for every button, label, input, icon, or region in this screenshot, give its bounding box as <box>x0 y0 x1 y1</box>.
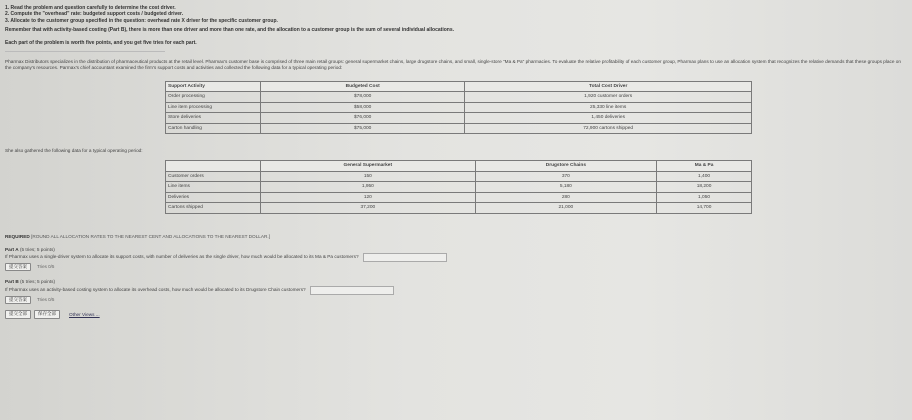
part-a-meta: (5 tries; 5 points) <box>19 246 55 252</box>
driver-cell: 1,920 customer orders <box>465 92 752 103</box>
part-b-answer-input[interactable] <box>310 286 394 295</box>
column-header: Ma & Pa <box>657 161 752 172</box>
required-label: REQUIRED <box>5 233 30 239</box>
value-cell: 1,950 <box>261 182 476 193</box>
driver-cell: 72,900 cartons shipped <box>465 123 752 134</box>
part-a <box>5 247 906 272</box>
table-row <box>166 113 752 124</box>
instruction-step-3: 3. Allocate to the customer group specified in the question: overhead rate X driver for the specific customer group. <box>5 17 278 24</box>
abc-reminder: Remember that with activity-based costing (Part B), there is more than one driver and more than one rate, and the allocation to a customer group is the sum of several individual allocations. <box>5 27 454 34</box>
activity-cell: Line item processing <box>166 102 261 113</box>
value-cell: 280 <box>475 192 656 203</box>
points-note: Each part of the problem is worth five points, and you get five tries for each part. <box>5 40 197 47</box>
part-a-question: If Pharmax uses a single-driver system to allocate its support costs, with number of deliveries as the single driver, how much would be allocated to its Ma & Pa customers? <box>5 254 359 260</box>
footer-actions <box>5 310 906 319</box>
column-header: Drugstore Chains <box>475 161 656 172</box>
row-label: Customer orders <box>166 171 261 182</box>
driver-cell: 25,330 line items <box>465 102 752 113</box>
part-a-submit-button[interactable]: 提交答案 <box>5 263 31 272</box>
row-label: Line items <box>166 182 261 193</box>
part-b-title: Part B <box>5 279 19 285</box>
instruction-step-1: 1. Read the problem and question carefully to determine the cost driver. <box>5 5 176 11</box>
value-cell: 150 <box>261 171 476 182</box>
value-cell: 120 <box>261 192 476 203</box>
value-cell: 1,050 <box>657 192 752 203</box>
column-header: Total Cost Driver <box>465 81 752 92</box>
value-cell: 370 <box>475 171 656 182</box>
table-row <box>166 123 752 134</box>
value-cell: 18,200 <box>657 182 752 193</box>
value-cell: 37,200 <box>261 203 476 214</box>
table-row <box>166 192 752 203</box>
table-row <box>166 203 752 214</box>
other-views-link[interactable]: Other Views ... <box>69 311 100 317</box>
part-b-tries: Tries 0/5 <box>37 296 55 302</box>
value-cell: 21,000 <box>475 203 656 214</box>
activity-cell: Store deliveries <box>166 113 261 124</box>
column-header <box>166 161 261 172</box>
table-row <box>166 171 752 182</box>
column-header: Budgeted Cost <box>261 81 465 92</box>
value-cell: 5,180 <box>475 182 656 193</box>
table-row <box>166 92 752 103</box>
driver-cell: 1,450 deliveries <box>465 113 752 124</box>
support-activity-table <box>165 81 752 135</box>
part-b-question: If Pharmax uses an activity-based costing system to allocate its overhead costs, how much would be allocated to its Drugstore Chain customers? <box>5 287 306 293</box>
table-header-row <box>166 81 752 92</box>
budget-cell: $76,000 <box>261 113 465 124</box>
required-text: [ROUND ALL ALLOCATION RATES TO THE NEAREST CENT AND ALLOCATIONS TO THE NEAREST DOLLAR.] <box>31 233 271 239</box>
required-note <box>5 234 906 239</box>
submit-all-button[interactable]: 提交全部 <box>5 310 31 319</box>
row-label: Deliveries <box>166 192 261 203</box>
part-b-submit-button[interactable]: 提交答案 <box>5 296 31 305</box>
problem-intro: Pharmax Distributors specializes in the distribution of pharmaceutical products at the retail level. Pharmax's customer base is comprised of three main retail groups: general supermarket chains, large drugstore chains, and small, single-store "Ma & Pa" pharmacies. To evaluate the relative profitability of each customer group, Pharmax plans to use an allocation system that recognizes the relative demands that these groups place on the company's resources. Parmax's chief accountant examined the firm's support costs and activities and collected the following data for a typical operating period: <box>5 59 901 71</box>
part-a-title: Part A <box>5 246 19 252</box>
row-label: Cartons shipped <box>166 203 261 214</box>
part-b-meta: (5 tries; 5 points) <box>20 279 56 285</box>
gathered-note: She also gathered the following data for a typical operating period: <box>5 148 143 154</box>
table-header-row <box>166 161 752 172</box>
part-b <box>5 279 906 304</box>
activity-cell: Order processing <box>166 92 261 103</box>
table-row <box>166 102 752 113</box>
part-a-tries: Tries 0/5 <box>37 264 55 270</box>
value-cell: 1,400 <box>657 171 752 182</box>
table-row <box>166 182 752 193</box>
part-a-answer-input[interactable] <box>363 253 447 262</box>
activity-cell: Carton handling <box>166 123 261 134</box>
save-all-button[interactable]: 保存全部 <box>34 310 60 319</box>
budget-cell: $78,000 <box>261 92 465 103</box>
value-cell: 14,700 <box>657 203 752 214</box>
divider <box>5 51 165 52</box>
column-header: Support Activity <box>166 81 261 92</box>
customer-group-table <box>165 160 752 214</box>
column-header: General Supermarket <box>261 161 476 172</box>
instruction-step-2: 2. Compute the "overhead" rate: budgeted support costs / budgeted driver. <box>5 11 184 18</box>
budget-cell: $75,000 <box>261 123 465 134</box>
budget-cell: $58,000 <box>261 102 465 113</box>
instructions <box>5 5 906 24</box>
